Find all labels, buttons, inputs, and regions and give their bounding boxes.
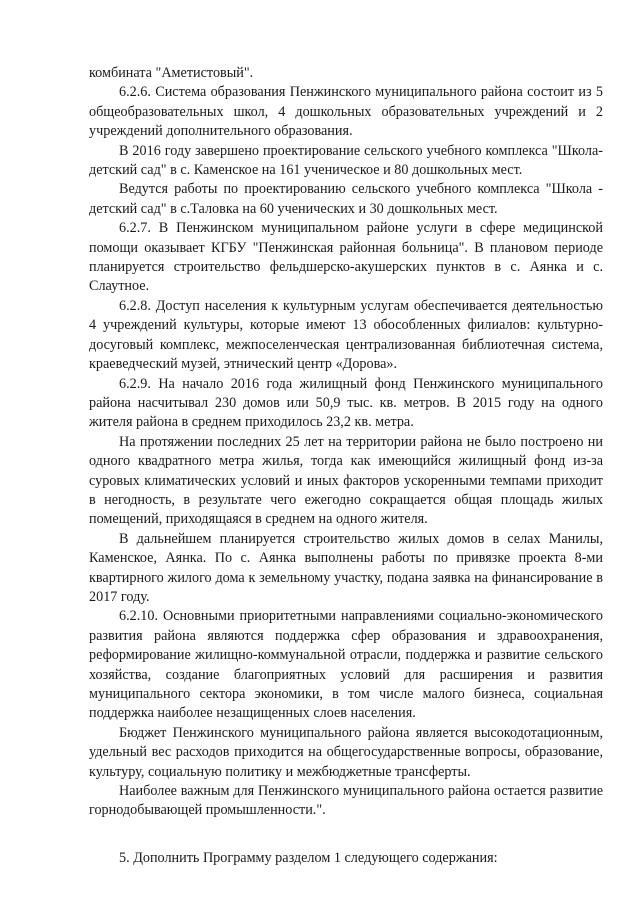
paragraph-6-2-6: 6.2.6. Система образования Пенжинского муниципального района состоит из 5 общеобразовательных школ, 4 дошкольных образовательных учреждений и 2 учреждений дополнительного образования. bbox=[89, 84, 603, 140]
paragraph-continuation: комбината "Аметистовый". bbox=[89, 65, 254, 81]
paragraph-budget: Бюджет Пенжинского муниципального района является высокодотационным, удельный вес расходов приходится на общегосударственные вопросы, образование, культуру, социальную политику и межбюджетные трансферты. bbox=[89, 724, 603, 780]
document-body bbox=[89, 64, 603, 868]
paragraph-item-5: 5. Дополнить Программу разделом 1 следующего содержания: bbox=[119, 849, 498, 866]
paragraph-6-2-9: 6.2.9. На начало 2016 года жилищный фонд Пенжинского муниципального района насчитывал 230 домов или 50,9 тыс. кв. метров. В 2015 году на одного жителя района в среднем приходилось 23,2 кв. метра. bbox=[89, 375, 603, 431]
paragraph-mining: Наиболее важным для Пенжинского муниципального района остается развитие горнодобывающей промышленности.". bbox=[89, 783, 603, 819]
paragraph-school-talovka: Ведутся работы по проектированию сельского учебного комплекса "Школа - детский сад" в с.Таловка на 60 ученических и 30 дошкольных мест. bbox=[89, 181, 603, 217]
paragraph-housing-decline: На протяжении последних 25 лет на территории района не было построено ни одного квадратного метра жилья, тогда как имеющийся жилищный фонд из-за суровых климатических условий и иных факторов ускоренными темпами приходит в негодность, в результате чего ежегодно сокращается общая площадь жилых помещений, приходящаяся в среднем на одного жителя. bbox=[89, 433, 603, 528]
paragraph-housing-plans: В дальнейшем планируется строительство жилых домов в селах Манилы, Каменское, Аянка. По с. Аянка выполнены работы по привязке проекта 8-ми квартирного жилого дома к земельному участку, подана заявка на финансирование в 2017 году. bbox=[89, 530, 603, 605]
paragraph-school-kamenskoe: В 2016 году завершено проектирование сельского учебного комплекса "Школа-детский сад" в с. Каменское на 161 ученическое и 80 дошкольных мест. bbox=[89, 142, 603, 179]
paragraph-6-2-8: 6.2.8. Доступ населения к культурным услугам обеспечивается деятельностью 4 учреждений культуры, которые имеют 13 обособленных филиалов: культурно-досуговый комплекс, межпоселенческая централизованная библиотечная система, краеведческий музей, этнический центр «Дорова». bbox=[89, 297, 603, 373]
paragraph-6-2-7: 6.2.7. В Пенжинском муниципальном районе услуги в сфере медицинской помощи оказывает КГБУ "Пенжинская районная больница". В плановом периоде планируется строительство фельдшерско-акушерских пунктов в с. Аянка и с. Слаутное. bbox=[89, 220, 603, 295]
paragraph-6-2-10: 6.2.10. Основными приоритетными направлениями социально-экономического развития района являются поддержка сфер образования и здравоохранения, реформирование жилищно-коммунальной отрасли, поддержка и развитие сельского хозяйства, создание благоприятных условий для расширения и развития муниципального сектора экономики, в том числе малого бизнеса, социальная поддержка наиболее незащищенных слоев населения. bbox=[89, 608, 603, 722]
